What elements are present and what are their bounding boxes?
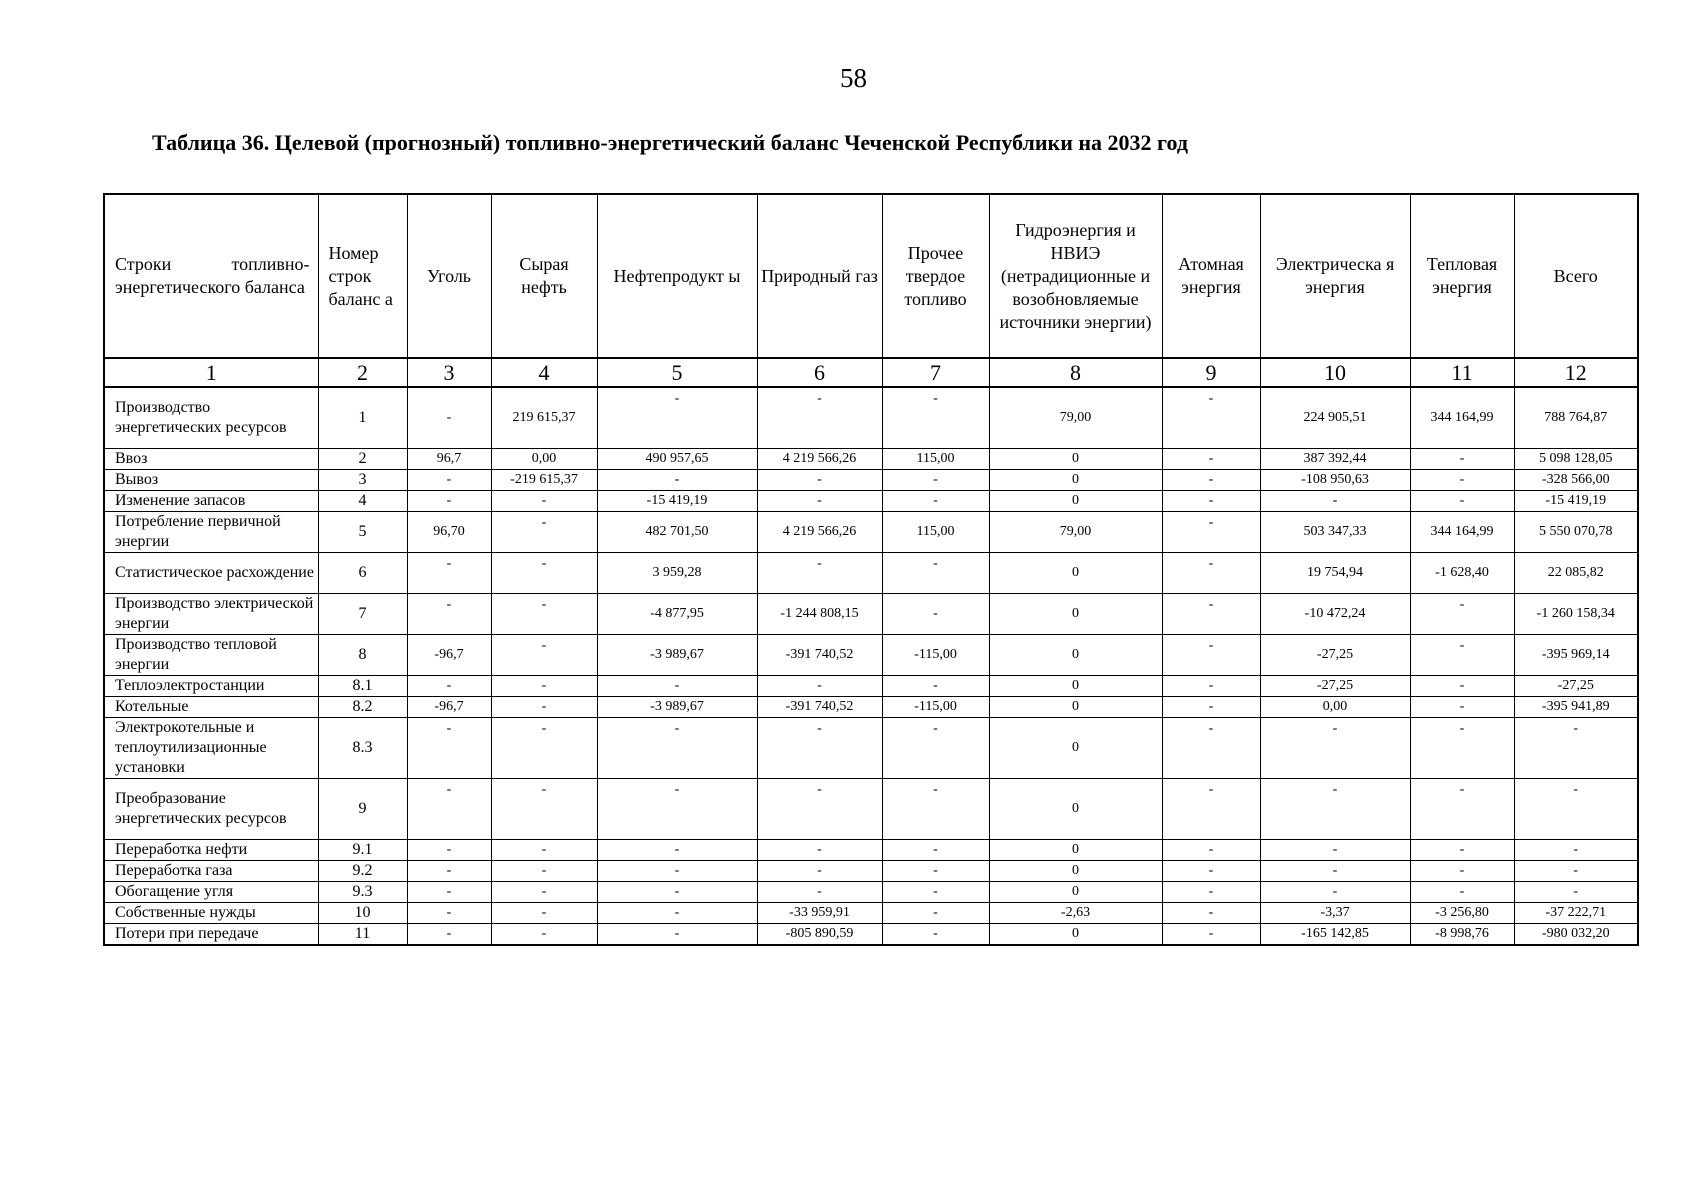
table-cell: 96,70: [407, 512, 491, 553]
table-cell: -1 244 808,15: [757, 594, 882, 635]
cell-value: -: [1208, 721, 1214, 736]
cell-value: -: [1208, 597, 1214, 612]
table-cell: -: [1260, 882, 1410, 903]
table-cell: -: [597, 903, 757, 924]
table-cell: [407, 594, 491, 635]
table-cell: -165 142,85: [1260, 924, 1410, 946]
row-number: 8.1: [318, 676, 407, 697]
row-label: Изменение запасов: [104, 491, 318, 512]
table-cell: -: [1162, 676, 1260, 697]
table-cell: -: [1410, 491, 1514, 512]
row-label: Обогащение угля: [104, 882, 318, 903]
table-cell: -: [882, 491, 989, 512]
table-cell: -108 950,63: [1260, 470, 1410, 491]
column-number: 12: [1514, 358, 1638, 387]
table-cell: -391 740,52: [757, 697, 882, 718]
table-cell: -: [1410, 470, 1514, 491]
table-cell: [1162, 635, 1260, 676]
row-number: 8: [318, 635, 407, 676]
header-row: [104, 194, 1638, 358]
table-cell: -: [757, 861, 882, 882]
table-cell: [757, 553, 882, 594]
column-header: Атомная энергия: [1162, 194, 1260, 358]
table-cell: -: [882, 470, 989, 491]
table-cell: -: [1514, 882, 1638, 903]
table-cell: -: [491, 491, 597, 512]
table-cell: -: [1410, 449, 1514, 470]
table-row: [104, 861, 1638, 882]
cell-value: -: [446, 597, 452, 612]
table-cell: [491, 779, 597, 840]
column-header: Нефтепродукт ы: [597, 194, 757, 358]
table-cell: -15 419,19: [597, 491, 757, 512]
table-cell: [407, 779, 491, 840]
table-cell: -: [1162, 924, 1260, 946]
table-cell: [1162, 594, 1260, 635]
table-cell: -219 615,37: [491, 470, 597, 491]
table-cell: -: [882, 676, 989, 697]
table-cell: -: [1514, 840, 1638, 861]
table-cell: -: [1410, 676, 1514, 697]
table-cell: -980 032,20: [1514, 924, 1638, 946]
row-label: Производство тепловой энергии: [104, 635, 318, 676]
column-header: Сырая нефть: [491, 194, 597, 358]
table-cell: [882, 779, 989, 840]
table-cell: -: [491, 882, 597, 903]
table-cell: [1514, 718, 1638, 779]
table-cell: -: [407, 491, 491, 512]
table-cell: -: [757, 840, 882, 861]
table-cell: -3 989,67: [597, 635, 757, 676]
table-cell: 0: [989, 779, 1162, 840]
table-row: [104, 387, 1638, 449]
table-cell: -: [597, 861, 757, 882]
table-cell: -: [757, 470, 882, 491]
table-cell: [1410, 718, 1514, 779]
row-label: Теплоэлектростанции: [104, 676, 318, 697]
table-cell: -391 740,52: [757, 635, 882, 676]
row-label: Переработка газа: [104, 861, 318, 882]
table-cell: 79,00: [989, 387, 1162, 449]
table-cell: -: [407, 470, 491, 491]
table-cell: -: [882, 882, 989, 903]
column-header: Всего: [1514, 194, 1638, 358]
table-cell: 22 085,82: [1514, 553, 1638, 594]
table-cell: 4 219 566,26: [757, 512, 882, 553]
row-number: 8.2: [318, 697, 407, 718]
table-cell: 0: [989, 470, 1162, 491]
table-cell: [1260, 779, 1410, 840]
table-cell: 115,00: [882, 512, 989, 553]
cell-value: -: [1459, 597, 1465, 612]
table-cell: -805 890,59: [757, 924, 882, 946]
cell-value: -: [446, 782, 452, 797]
cell-value: -: [817, 556, 822, 571]
row-label: Производство электрической энергии: [104, 594, 318, 635]
table-cell: -: [882, 594, 989, 635]
table-cell: -: [407, 903, 491, 924]
table-cell: -3 256,80: [1410, 903, 1514, 924]
cell-value: -: [541, 638, 547, 653]
table-cell: 0: [989, 924, 1162, 946]
table-cell: [1260, 718, 1410, 779]
table-cell: -3 989,67: [597, 697, 757, 718]
cell-value: -: [1332, 721, 1338, 736]
table-row: [104, 882, 1638, 903]
table-cell: -: [407, 861, 491, 882]
table-cell: [1162, 387, 1260, 449]
table-cell: 19 754,94: [1260, 553, 1410, 594]
cell-value: -: [541, 597, 547, 612]
column-number: 1: [104, 358, 318, 387]
table-cell: -3,37: [1260, 903, 1410, 924]
table-cell: -: [757, 676, 882, 697]
table-cell: -: [407, 840, 491, 861]
row-number: 4: [318, 491, 407, 512]
cell-value: -: [1208, 556, 1214, 571]
table-row: [104, 449, 1638, 470]
table-cell: -: [1162, 697, 1260, 718]
table-cell: -: [757, 491, 882, 512]
cell-value: -: [933, 391, 938, 406]
row-label: Ввоз: [104, 449, 318, 470]
table-cell: -: [491, 697, 597, 718]
table-cell: -: [1410, 882, 1514, 903]
table-cell: [757, 718, 882, 779]
table-row: [104, 676, 1638, 697]
row-number: 9.2: [318, 861, 407, 882]
row-label: Потери при передаче: [104, 924, 318, 946]
table-cell: 490 957,65: [597, 449, 757, 470]
table-cell: -: [1162, 861, 1260, 882]
cell-value: -: [1208, 515, 1214, 530]
row-label: Переработка нефти: [104, 840, 318, 861]
table-cell: -: [1162, 470, 1260, 491]
table-cell: [597, 718, 757, 779]
table-cell: -37 222,71: [1514, 903, 1638, 924]
row-number: 2: [318, 449, 407, 470]
row-label: Котельные: [104, 697, 318, 718]
table-cell: 219 615,37: [491, 387, 597, 449]
cell-value: -: [933, 721, 938, 736]
table-cell: [1162, 718, 1260, 779]
table-cell: -96,7: [407, 697, 491, 718]
row-number: 5: [318, 512, 407, 553]
column-header: Строки топливно-энергетического баланса: [104, 194, 318, 358]
cell-value: -: [1208, 782, 1214, 797]
table-cell: [882, 553, 989, 594]
table-cell: [757, 779, 882, 840]
table-cell: -: [407, 924, 491, 946]
energy-balance-table: [103, 193, 1639, 946]
table-cell: -: [407, 882, 491, 903]
column-header: Номер строк баланс а: [318, 194, 407, 358]
table-cell: -: [757, 882, 882, 903]
table-cell: [1410, 635, 1514, 676]
table-cell: 0: [989, 635, 1162, 676]
column-header: Гидроэнергия и НВИЭ (нетрадиционные и возобновляемые источники энергии): [989, 194, 1162, 358]
table-cell: 115,00: [882, 449, 989, 470]
table-row: [104, 697, 1638, 718]
table-cell: -395 969,14: [1514, 635, 1638, 676]
table-cell: -1 260 158,34: [1514, 594, 1638, 635]
table-cell: -: [882, 840, 989, 861]
column-number: 4: [491, 358, 597, 387]
table-cell: [757, 387, 882, 449]
table-cell: -: [1260, 491, 1410, 512]
cell-value: -: [1459, 638, 1465, 653]
column-header: Тепловая энергия: [1410, 194, 1514, 358]
row-number: 8.3: [318, 718, 407, 779]
row-number: 9.3: [318, 882, 407, 903]
table-cell: [491, 594, 597, 635]
cell-value: -: [817, 782, 822, 797]
table-cell: [597, 387, 757, 449]
table-cell: [1514, 779, 1638, 840]
row-number: 10: [318, 903, 407, 924]
column-number: 3: [407, 358, 491, 387]
table-cell: 387 392,44: [1260, 449, 1410, 470]
column-number: 5: [597, 358, 757, 387]
cell-value: -: [446, 556, 452, 571]
column-number: 6: [757, 358, 882, 387]
table-cell: -: [1162, 449, 1260, 470]
table-cell: -: [1162, 903, 1260, 924]
table-cell: -: [407, 676, 491, 697]
table-cell: 79,00: [989, 512, 1162, 553]
table-cell: [1162, 779, 1260, 840]
table-cell: [1410, 779, 1514, 840]
table-cell: -27,25: [1260, 635, 1410, 676]
row-label: Собственные нужды: [104, 903, 318, 924]
table-cell: -27,25: [1514, 676, 1638, 697]
table-cell: [407, 718, 491, 779]
row-label: Электрокотельные и теплоутилизационные установки: [104, 718, 318, 779]
table-body: [104, 387, 1638, 945]
column-number: 2: [318, 358, 407, 387]
table-cell: 344 164,99: [1410, 387, 1514, 449]
table-cell: [491, 512, 597, 553]
table-cell: -: [882, 861, 989, 882]
table-title: Таблица 36. Целевой (прогнозный) топливно-энергетический баланс Чеченской Республики на 2032 год: [152, 130, 1188, 155]
table-cell: [407, 553, 491, 594]
table-cell: -27,25: [1260, 676, 1410, 697]
table-cell: -115,00: [882, 635, 989, 676]
table-cell: 344 164,99: [1410, 512, 1514, 553]
table-cell: -: [491, 840, 597, 861]
table-cell: 0: [989, 840, 1162, 861]
cell-value: -: [446, 721, 452, 736]
table-cell: -33 959,91: [757, 903, 882, 924]
table-cell: -: [1514, 861, 1638, 882]
table-cell: -: [1410, 697, 1514, 718]
table-cell: -96,7: [407, 635, 491, 676]
page-number: 58: [840, 63, 867, 93]
table-cell: 224 905,51: [1260, 387, 1410, 449]
table-cell: -: [597, 924, 757, 946]
table-cell: 0,00: [1260, 697, 1410, 718]
table-cell: 503 347,33: [1260, 512, 1410, 553]
table-cell: 0: [989, 553, 1162, 594]
table-cell: 5 550 070,78: [1514, 512, 1638, 553]
table-cell: 0: [989, 449, 1162, 470]
table-cell: -1 628,40: [1410, 553, 1514, 594]
cell-value: -: [674, 391, 680, 406]
table-cell: [1162, 512, 1260, 553]
table-cell: 96,7: [407, 449, 491, 470]
cell-value: -: [541, 721, 547, 736]
column-number: 11: [1410, 358, 1514, 387]
cell-value: -: [1332, 782, 1338, 797]
table-cell: 0: [989, 882, 1162, 903]
table-cell: -: [597, 882, 757, 903]
table-row: [104, 594, 1638, 635]
column-number: 8: [989, 358, 1162, 387]
table-cell: [491, 553, 597, 594]
cell-value: -: [817, 391, 822, 406]
table-cell: -: [407, 387, 491, 449]
row-number: 3: [318, 470, 407, 491]
table-row: [104, 491, 1638, 512]
cell-value: -: [1208, 391, 1214, 406]
table-cell: 4 219 566,26: [757, 449, 882, 470]
cell-value: -: [541, 556, 547, 571]
table-cell: 0: [989, 676, 1162, 697]
table-cell: -: [1162, 491, 1260, 512]
row-number: 1: [318, 387, 407, 449]
table-row: [104, 924, 1638, 946]
row-label: Статистическое расхождение: [104, 553, 318, 594]
table-cell: -8 998,76: [1410, 924, 1514, 946]
table-cell: -2,63: [989, 903, 1162, 924]
table-row: [104, 840, 1638, 861]
table-cell: -: [491, 861, 597, 882]
table-row: [104, 718, 1638, 779]
row-number: 9.1: [318, 840, 407, 861]
cell-value: -: [1573, 782, 1579, 797]
table-cell: -4 877,95: [597, 594, 757, 635]
column-number: 9: [1162, 358, 1260, 387]
cell-value: -: [933, 782, 938, 797]
table-cell: [882, 387, 989, 449]
table-cell: -395 941,89: [1514, 697, 1638, 718]
column-header: Электрическа я энергия: [1260, 194, 1410, 358]
column-number: 7: [882, 358, 989, 387]
table-cell: -: [491, 676, 597, 697]
column-header: Природный газ: [757, 194, 882, 358]
row-number: 11: [318, 924, 407, 946]
table-cell: -: [597, 840, 757, 861]
row-label: Вывоз: [104, 470, 318, 491]
table-cell: 0: [989, 718, 1162, 779]
column-number: 10: [1260, 358, 1410, 387]
row-number: 9: [318, 779, 407, 840]
cell-value: -: [674, 782, 680, 797]
table-cell: [597, 779, 757, 840]
cell-value: -: [541, 782, 547, 797]
table-cell: -: [1410, 840, 1514, 861]
table-cell: 0: [989, 491, 1162, 512]
column-header: Прочее твердое топливо: [882, 194, 989, 358]
cell-value: -: [1208, 638, 1214, 653]
table-cell: 0: [989, 861, 1162, 882]
cell-value: -: [1459, 721, 1465, 736]
table-cell: 5 098 128,05: [1514, 449, 1638, 470]
table-row: [104, 779, 1638, 840]
table-cell: -: [1410, 861, 1514, 882]
table-row: [104, 635, 1638, 676]
table-cell: [1162, 553, 1260, 594]
table-cell: [491, 718, 597, 779]
table-cell: -: [882, 924, 989, 946]
table-cell: 0: [989, 697, 1162, 718]
table-cell: [882, 718, 989, 779]
row-number: 6: [318, 553, 407, 594]
cell-value: -: [817, 721, 822, 736]
table-cell: 482 701,50: [597, 512, 757, 553]
cell-value: -: [933, 556, 938, 571]
row-number: 7: [318, 594, 407, 635]
table-cell: [1410, 594, 1514, 635]
cell-value: -: [1573, 721, 1579, 736]
table-cell: -: [1162, 882, 1260, 903]
table-cell: 0: [989, 594, 1162, 635]
cell-value: -: [541, 515, 547, 530]
table-cell: -10 472,24: [1260, 594, 1410, 635]
table-cell: 788 764,87: [1514, 387, 1638, 449]
table-cell: -: [1162, 840, 1260, 861]
column-header: Уголь: [407, 194, 491, 358]
table-row: [104, 470, 1638, 491]
row-label: Преобразование энергетических ресурсов: [104, 779, 318, 840]
table-cell: -15 419,19: [1514, 491, 1638, 512]
table-cell: 0,00: [491, 449, 597, 470]
table-cell: -: [882, 903, 989, 924]
table-cell: -: [597, 676, 757, 697]
table-cell: -: [597, 470, 757, 491]
table-cell: -115,00: [882, 697, 989, 718]
table-cell: 3 959,28: [597, 553, 757, 594]
table-cell: -: [1260, 861, 1410, 882]
table-cell: -: [491, 924, 597, 946]
table-row: [104, 512, 1638, 553]
row-label: Потребление первичной энергии: [104, 512, 318, 553]
column-number-row: [104, 358, 1638, 387]
table-cell: -: [1260, 840, 1410, 861]
table-row: [104, 903, 1638, 924]
cell-value: -: [674, 721, 680, 736]
table-cell: [491, 635, 597, 676]
table-cell: -328 566,00: [1514, 470, 1638, 491]
table-cell: -: [491, 903, 597, 924]
table-row: [104, 553, 1638, 594]
cell-value: -: [1459, 782, 1465, 797]
row-label: Производство энергетических ресурсов: [104, 387, 318, 449]
